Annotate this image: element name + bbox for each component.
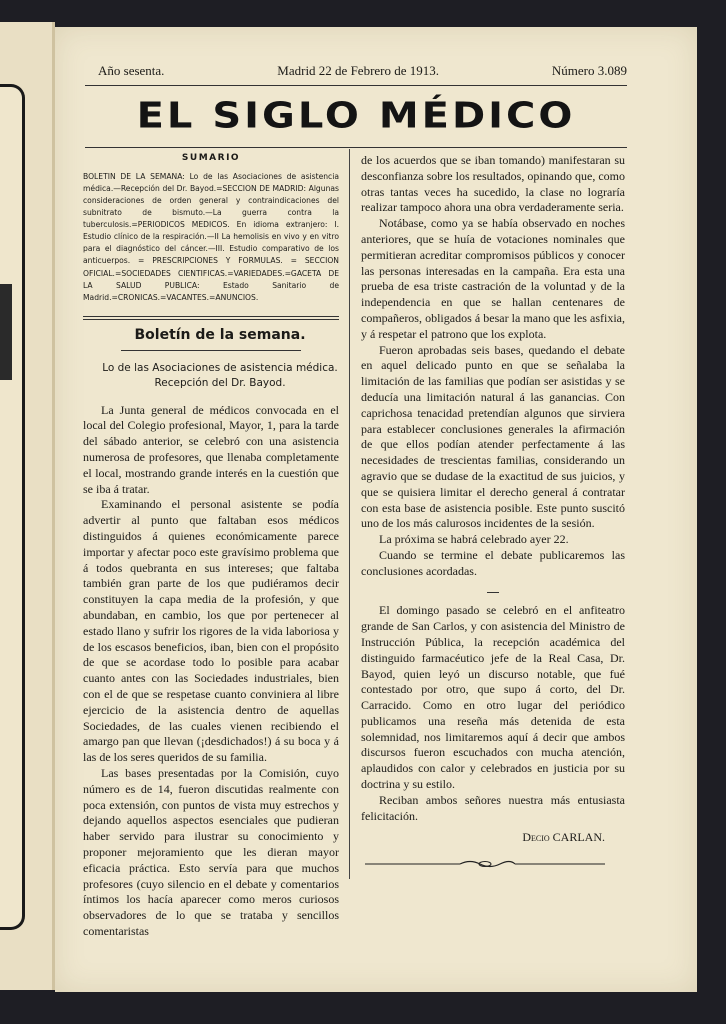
paragraph: Notábase, como ya se había observado en noches anteriores, que se huía de votaciones nominales que permitieran acreditar compromisos públicos y conocer las personas interesadas en la campaña. Era esta una prueba de esa triste castración de la voluntad y de la independencia en que se hallan centenares de compañeros, obligados á besar la mano que les asfixia, y á respetar el patrono que los explota.: [361, 216, 625, 341]
right-column: [361, 153, 625, 846]
left-column: [83, 151, 339, 940]
section-title: Boletín de la semana.: [134, 326, 306, 343]
column-divider: [349, 149, 350, 879]
paragraph: Fueron aprobadas seis bases, quedando el debate en aquel delicado punto en que se señalaba la limitación de las familias que podían ser asistidas y se deducía una limitación natural á las ganancias. Con caprichosa tenacidad pretendían algunos que sirviera para establecer conclusiones generales la afirmación de que ellos podían atender perfectamente á las necesidades de trescientas familias, considerando un agravio que se dudase de la exactitud de sus juicios, y que se quisiera limitar el derecho general á contratar con esta base de asistencia posible. Este punto suscitó uno de los más calurosos incidentes de la sesión.: [361, 342, 625, 531]
issue-number: Número 3.089: [551, 63, 627, 78]
newspaper-page: [55, 27, 697, 992]
paragraph: Las bases presentadas por la Comisión, cuyo número es de 14, fueron discutidas realmente con poca extensión, con puntos de vista muy estrechos y dejando aquellos aspectos esenciales que pudieran haber servido para ilustrar su conocimiento y proponer mejoramiento que les dieran mayor eficacia práctica. Esto servía para que muchos profesores (cuyo silencio en el debate y comentarios íntimos los hacía aparecer como meros curiosos observadores de lo que se trataba y sencillos comentaristas: [83, 765, 339, 938]
article-subtitle: Lo de las Asociaciones de asistencia médica.: [102, 361, 338, 374]
sumario-heading: SUMARIO: [181, 153, 241, 163]
signature: Decio CARLAN.: [522, 830, 605, 845]
facing-page-frame: [0, 84, 25, 930]
sumario-text: BOLETIN DE LA SEMANA: Lo de las Asociaciones de asistencia médica.—Recepción del Dr. Bayod.=SECCION DE MADRID: Algunas consideraciones de orden general y contraindicaciones del subnitrato de bismuto.—La guerra contra la tuberculosis.=PERIODICOS MEDICOS. En idioma extranjero: I. Estudio clínico de la respiración.—II La hemolisis en vivo y en vitro para el diagnóstico del cáncer.—III. Estudio comparativo de los anticuerpos. = PRESCRIPCIONES Y FORMULAS. = SECCION OFICIAL.=SOCIEDADES CIENTIFICAS.=VARIEDADES.=GACETA DE LA SALUD PUBLICA: Estado Sanitario de Madrid.=CRONICAS.=VACANTES.=ANUNCIOS.: [83, 171, 339, 302]
facing-page-tab: [0, 284, 12, 380]
article-subtitle-2: Recepción del Dr. Bayod.: [154, 376, 286, 389]
paragraph: Cuando se termine el debate publicaremos las conclusiones acordadas.: [361, 547, 625, 578]
separator-dash: [361, 582, 625, 598]
masthead-line: [98, 63, 627, 79]
ornament-rule: [365, 859, 605, 869]
paragraph: de los acuerdos que se iban tomando) manifestaran su desconfianza sobre los resultados, opinando que, como otras tantas veces ha sucedido, la clase no lograría realizar tampoco ahora una obra verdaderamente seria.: [361, 153, 625, 215]
newspaper-title: EL SIGLO MÉDICO: [136, 95, 576, 137]
year-label: Año sesenta.: [98, 63, 165, 78]
paragraph: La próxima se habrá celebrado ayer 22.: [379, 532, 569, 547]
paragraph: El domingo pasado se celebró en el anfiteatro grande de San Carlos, y con asistencia del Ministro de Instrucción Pública, la recepción académica del distinguido farmacéutico jefe de la Real Casa, Dr. Bayod, quien leyó un discurso notable, que fué contestado por otro, que supo á corto, del Dr. Carracido. Como en otro lugar del periódico publicamos una reseña más detenida de esta solemnidad, nos limitaremos aquí á decir que ambos discursos fueron escuchados con mucha atención, aplaudidos con calor y celebrados en justicia por su doctrina y su estilo.: [361, 603, 625, 792]
paragraph: La Junta general de médicos convocada en el local del Colegio profesional, Mayor, 1, para la tarde del sábado anterior, se celebró con una asistencia numerosa de profesores, que llenaba completamente el local, mostrando grande interés en la cuestión que se iba á tratar.: [83, 402, 339, 496]
facing-page-edge: [0, 22, 55, 990]
date-label: Madrid 22 de Febrero de 1913.: [277, 63, 440, 78]
title-rule: [85, 147, 627, 148]
paragraph: Examinando el personal asistente se podía advertir al punto que faltaban esos médicos distinguidos á quienes económicamente parece importar y afectar poco este gravísimo problema que á todos quebranta en sus intereses; que faltaba también gran parte de los que pudiéramos decir constituyen la capa media de la profesión, y que abundaban, en cambio, los que por pertenecer al estado llano y sufrir los rigores de la vida laboriosa y de los escasos beneficios, iban, bien con el propósito de que se acordase todo lo posible para acabar cuanto antes con las Sociedades industriales, bien con el de que se respetase cuanto conviniera al libre ejercicio de la asistencia dentro de aquellas Sociedades, de las cuales vienen recibiendo el amargo pan que llevan (¡desdichados!) á su boca y á las de los seres queridos de su familia.: [83, 497, 339, 765]
paragraph: Reciban ambos señores nuestra más entusiasta felicitación.: [361, 792, 625, 823]
masthead-rule: [85, 85, 627, 86]
